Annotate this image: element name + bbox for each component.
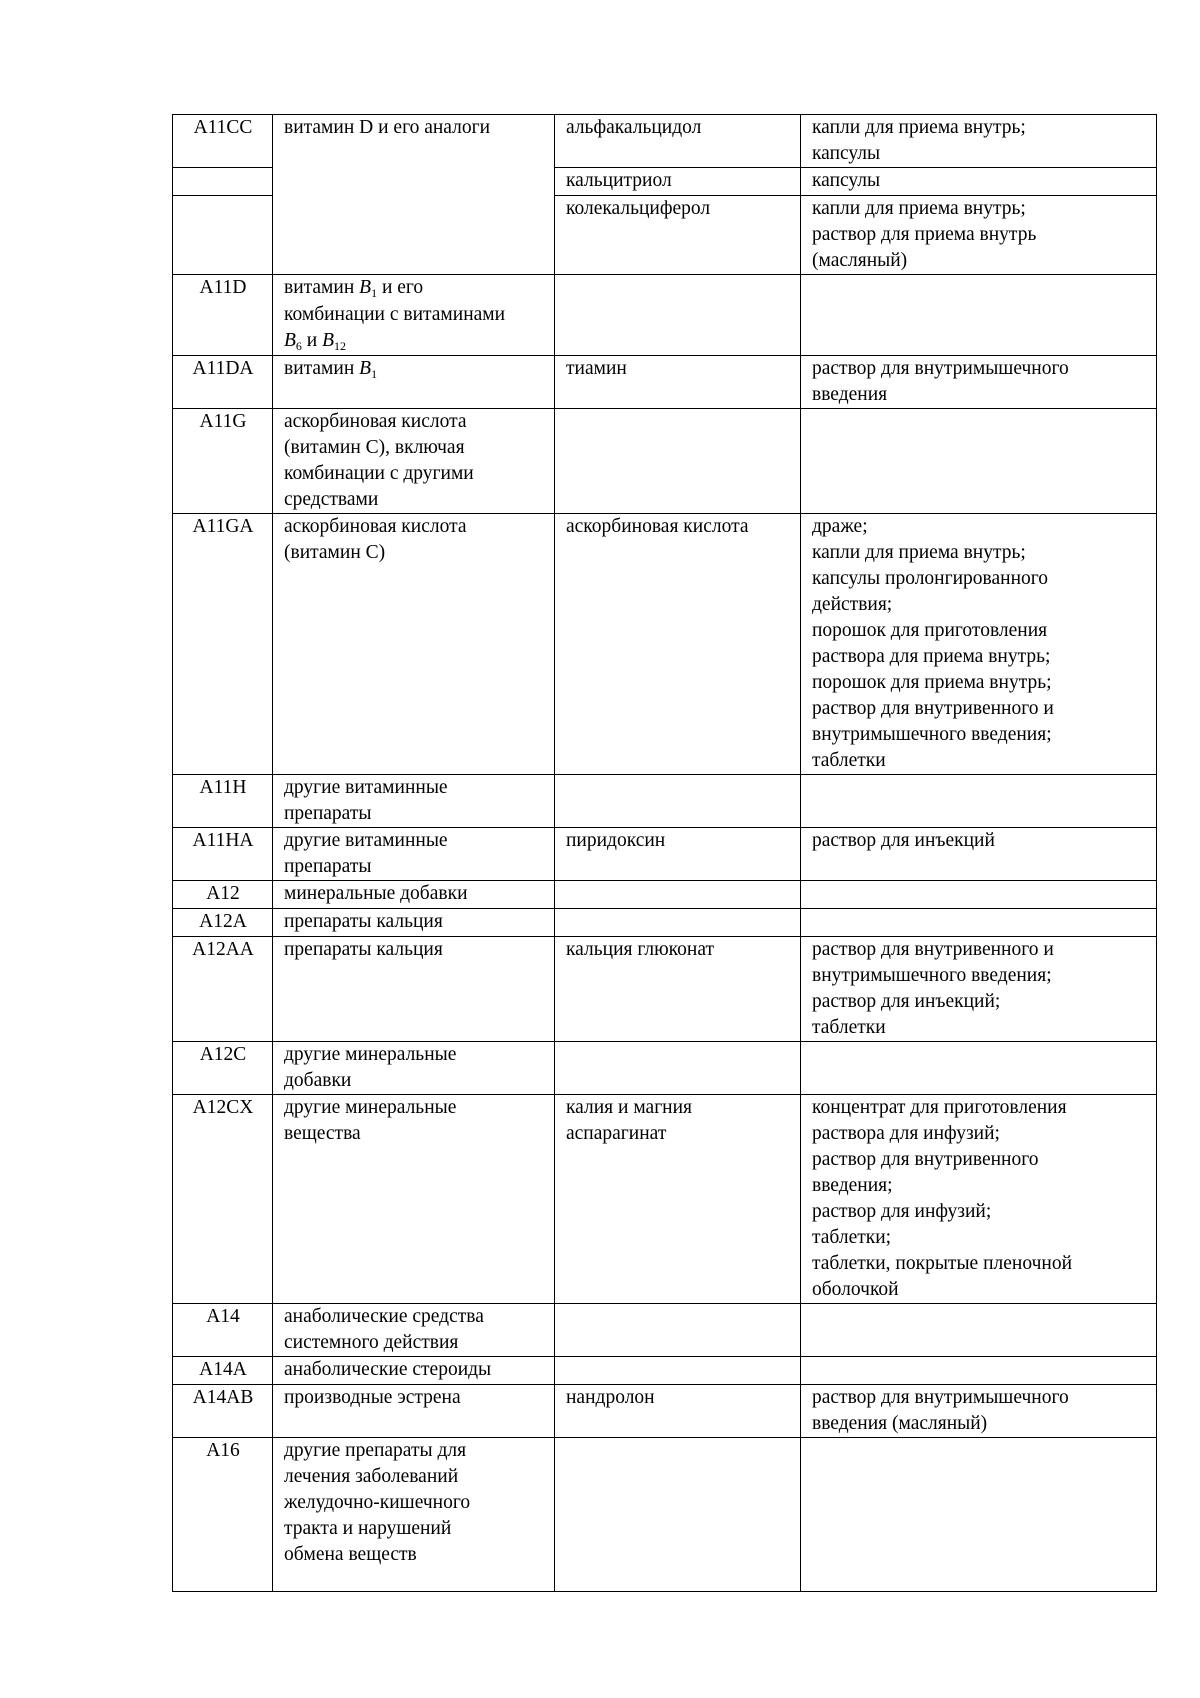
drug-name-cell <box>555 115 801 168</box>
dosage-forms-cell <box>801 115 1157 168</box>
dosage-form-line: раствор для внутривенного и <box>812 939 1054 960</box>
dosage-form-line: раствор для внутривенного и <box>812 698 1054 719</box>
atc-code: A11GA <box>192 516 254 537</box>
atc-code-cell <box>173 1357 273 1385</box>
atc-code-cell <box>173 1438 273 1592</box>
atc-group-name-line: анаболические средства <box>284 1306 484 1327</box>
atc-group-name-line: обмена веществ <box>284 1544 417 1565</box>
dosage-forms-cell <box>801 1095 1157 1304</box>
atc-code: A12A <box>199 911 247 932</box>
atc-code-cell <box>173 1042 273 1095</box>
dosage-forms-cell <box>801 409 1157 514</box>
dosage-forms-cell <box>801 881 1157 909</box>
atc-group-name-line <box>284 356 544 383</box>
atc-code-cell <box>173 909 273 937</box>
dosage-form-line: раствор для инъекций; <box>812 991 1001 1012</box>
dosage-form-line: драже; <box>812 516 868 537</box>
atc-code-cell <box>173 937 273 1042</box>
vitamin-letter: B <box>359 358 372 379</box>
atc-code: A11HA <box>192 830 254 851</box>
atc-group-name-cell <box>273 828 555 881</box>
atc-group-name-line: (витамин С), включая <box>284 437 465 458</box>
drug-name-line: альфакальцидол <box>566 117 702 138</box>
drug-name-line: кальция глюконат <box>566 939 714 960</box>
atc-group-name-cell <box>273 356 555 409</box>
table-row <box>173 1438 1157 1592</box>
vitamin-subscript: 12 <box>334 339 347 353</box>
atc-group-name-cell <box>273 409 555 514</box>
atc-group-name-line: тракта и нарушений <box>284 1518 452 1539</box>
atc-group-name-line: минеральные добавки <box>284 883 468 904</box>
drug-name-cell <box>555 168 801 196</box>
dosage-form-line: действия; <box>812 594 893 615</box>
table-row <box>173 275 1157 356</box>
dosage-form-line: порошок для приема внутрь; <box>812 672 1052 693</box>
atc-code-cell <box>173 514 273 775</box>
drug-name-line: пиридоксин <box>566 830 666 851</box>
dosage-forms-cell <box>801 275 1157 356</box>
atc-group-name-line: препараты <box>284 803 372 824</box>
atc-group-name-cell <box>273 1095 555 1304</box>
atc-group-name-line: препараты кальция <box>284 939 443 960</box>
dosage-form-line: раствора для приема внутрь; <box>812 646 1051 667</box>
atc-group-name-cell <box>273 1438 555 1592</box>
dosage-forms-cell <box>801 937 1157 1042</box>
atc-code: A14 <box>206 1306 240 1327</box>
drug-name-cell <box>555 909 801 937</box>
atc-code: A11DA <box>192 358 254 379</box>
atc-code: A16 <box>206 1440 240 1461</box>
atc-group-name-cell <box>273 115 555 275</box>
atc-group-name-cell <box>273 1304 555 1357</box>
atc-group-name-line: (витамин С) <box>284 542 386 563</box>
table-row <box>173 881 1157 909</box>
atc-group-name-cell <box>273 1042 555 1095</box>
atc-code-cell <box>173 1095 273 1304</box>
atc-group-name-line: другие препараты для <box>284 1440 467 1461</box>
atc-group-name-line: витамин D и его аналоги <box>284 117 491 138</box>
name-text: и его <box>377 277 424 298</box>
atc-code-cell <box>173 775 273 828</box>
drug-name-cell <box>555 196 801 275</box>
vitamin-subscript: 1 <box>371 286 378 300</box>
table-row <box>173 409 1157 514</box>
dosage-form-line: внутримышечного введения; <box>812 724 1052 745</box>
drug-name-line: кальцитриол <box>566 170 672 191</box>
dosage-form-line: раствора для инфузий; <box>812 1123 1000 1144</box>
drug-name-cell <box>555 775 801 828</box>
atc-group-name-line: желудочно-кишечного <box>284 1492 471 1513</box>
drug-name-line: аспарагинат <box>566 1123 667 1144</box>
drug-name-cell <box>555 937 801 1042</box>
atc-group-name-line: вещества <box>284 1123 361 1144</box>
dosage-form-line: введения; <box>812 1175 893 1196</box>
drug-name-line: нандролон <box>566 1387 655 1408</box>
atc-group-name-line: комбинации с другими <box>284 463 474 484</box>
drug-name-cell <box>555 1438 801 1592</box>
dosage-form-line: раствор для внутримышечного <box>812 358 1069 379</box>
dosage-form-line: раствор для внутривенного <box>812 1149 1039 1170</box>
name-text: витамин <box>284 358 360 379</box>
atc-group-name-line: препараты <box>284 856 372 877</box>
atc-code: A12AA <box>192 939 254 960</box>
vitamin-letter: B <box>284 330 296 351</box>
atc-code-cell <box>173 828 273 881</box>
dosage-forms-cell <box>801 514 1157 775</box>
table-row <box>173 1385 1157 1438</box>
atc-code-cell <box>173 1304 273 1357</box>
name-text: витамин <box>284 277 360 298</box>
dosage-forms-cell <box>801 1385 1157 1438</box>
dosage-forms-cell <box>801 909 1157 937</box>
atc-group-name-cell <box>273 881 555 909</box>
atc-code-cell <box>173 356 273 409</box>
dosage-form-line: концентрат для приготовления <box>812 1097 1067 1118</box>
table-row <box>173 937 1157 1042</box>
table-row <box>173 1304 1157 1357</box>
drug-name-cell <box>555 275 801 356</box>
dosage-form-line: таблетки <box>812 1017 886 1038</box>
dosage-forms-cell <box>801 1304 1157 1357</box>
dosage-form-line: введения <box>812 384 888 405</box>
dosage-forms-cell <box>801 775 1157 828</box>
dosage-form-line: раствор для внутримышечного <box>812 1387 1069 1408</box>
atc-group-name-line: анаболические стероиды <box>284 1359 492 1380</box>
drug-name-cell <box>555 828 801 881</box>
atc-group-name-line: препараты кальция <box>284 911 443 932</box>
atc-group-name-line: другие витаминные <box>284 777 448 798</box>
dosage-form-line: оболочкой <box>812 1279 899 1300</box>
table-row <box>173 1095 1157 1304</box>
atc-code: A14A <box>199 1359 247 1380</box>
drug-name-cell <box>555 514 801 775</box>
drug-name-line: колекальциферол <box>566 198 711 219</box>
atc-group-name-line: другие минеральные <box>284 1097 457 1118</box>
atc-group-name-cell <box>273 1385 555 1438</box>
atc-code-cell <box>173 1385 273 1438</box>
vitamin-subscript: 1 <box>371 367 378 381</box>
atc-code: A12CX <box>192 1097 254 1118</box>
dosage-form-line: капли для приема внутрь; <box>812 117 1026 138</box>
drug-name-cell <box>555 1385 801 1438</box>
dosage-form-line: капли для приема внутрь; <box>812 198 1026 219</box>
table-row <box>173 514 1157 775</box>
dosage-form-line: таблетки; <box>812 1227 892 1248</box>
atc-code-cell <box>173 168 273 196</box>
dosage-form-line: (масляный) <box>812 250 908 271</box>
atc-code: A11D <box>199 277 247 298</box>
atc-code: A14AB <box>192 1387 254 1408</box>
atc-code-cell <box>173 275 273 356</box>
drug-table-body <box>173 115 1157 1592</box>
dosage-form-line: таблетки, покрытые пленочной <box>812 1253 1073 1274</box>
atc-code-cell <box>173 196 273 275</box>
atc-group-name-line: производные эстрена <box>284 1387 461 1408</box>
drug-name-line: аскорбиновая кислота <box>566 516 749 537</box>
atc-group-name-cell <box>273 1357 555 1385</box>
table-row <box>173 909 1157 937</box>
atc-code: A12 <box>206 883 240 904</box>
dosage-form-line: порошок для приготовления <box>812 620 1048 641</box>
dosage-form-line: раствор для инъекций <box>812 830 995 851</box>
dosage-forms-cell <box>801 356 1157 409</box>
atc-group-name-line: аскорбиновая кислота <box>284 411 467 432</box>
dosage-forms-cell <box>801 1357 1157 1385</box>
drug-table <box>172 114 1157 1592</box>
table-row <box>173 775 1157 828</box>
drug-name-line: тиамин <box>566 358 627 379</box>
dosage-forms-cell <box>801 828 1157 881</box>
vitamin-letter: B <box>322 330 335 351</box>
atc-group-name-cell <box>273 937 555 1042</box>
atc-group-name-line: добавки <box>284 1070 352 1091</box>
drug-name-cell <box>555 881 801 909</box>
table-row <box>173 1042 1157 1095</box>
name-text: и <box>301 330 323 351</box>
drug-name-line: калия и магния <box>566 1097 693 1118</box>
atc-group-name-line: комбинации с витаминами <box>284 304 506 325</box>
vitamin-letter: B <box>359 277 372 298</box>
atc-code-cell <box>173 881 273 909</box>
atc-code: A11H <box>199 777 247 798</box>
atc-code: A11G <box>199 411 247 432</box>
atc-code-cell <box>173 409 273 514</box>
atc-group-name-line: аскорбиновая кислота <box>284 516 467 537</box>
dosage-form-line: таблетки <box>812 750 886 771</box>
atc-group-name-line: лечения заболеваний <box>284 1466 459 1487</box>
atc-group-name-line <box>284 328 544 355</box>
atc-group-name-cell <box>273 514 555 775</box>
dosage-forms-cell <box>801 1042 1157 1095</box>
dosage-form-line: капли для приема внутрь; <box>812 542 1026 563</box>
table-row <box>173 115 1157 168</box>
atc-group-name-line <box>284 275 544 302</box>
table-row <box>173 1357 1157 1385</box>
drug-name-cell <box>555 409 801 514</box>
atc-group-name-cell <box>273 775 555 828</box>
drug-name-cell <box>555 1304 801 1357</box>
vitamin-subscript: 6 <box>295 339 302 353</box>
drug-name-cell <box>555 1095 801 1304</box>
drug-name-cell <box>555 1357 801 1385</box>
atc-group-name-line: другие витаминные <box>284 830 448 851</box>
atc-code: A11CC <box>193 117 253 138</box>
dosage-forms-cell <box>801 168 1157 196</box>
dosage-form-line: введения (масляный) <box>812 1413 988 1434</box>
drug-name-cell <box>555 1042 801 1095</box>
drug-name-cell <box>555 356 801 409</box>
dosage-forms-cell <box>801 196 1157 275</box>
atc-code-cell <box>173 115 273 168</box>
dosage-form-line: раствор для приема внутрь <box>812 224 1037 245</box>
dosage-form-line: раствор для инфузий; <box>812 1201 992 1222</box>
atc-group-name-cell <box>273 275 555 356</box>
atc-group-name-cell <box>273 909 555 937</box>
atc-group-name-line: системного действия <box>284 1332 459 1353</box>
dosage-form-line: капсулы пролонгированного <box>812 568 1049 589</box>
dosage-form-line: внутримышечного введения; <box>812 965 1052 986</box>
dosage-forms-cell <box>801 1438 1157 1592</box>
atc-group-name-line: средствами <box>284 489 379 510</box>
table-row <box>173 356 1157 409</box>
table-row <box>173 828 1157 881</box>
atc-code: A12C <box>199 1044 247 1065</box>
atc-group-name-line: другие минеральные <box>284 1044 457 1065</box>
dosage-form-line: капсулы <box>812 170 881 191</box>
dosage-form-line: капсулы <box>812 143 881 164</box>
